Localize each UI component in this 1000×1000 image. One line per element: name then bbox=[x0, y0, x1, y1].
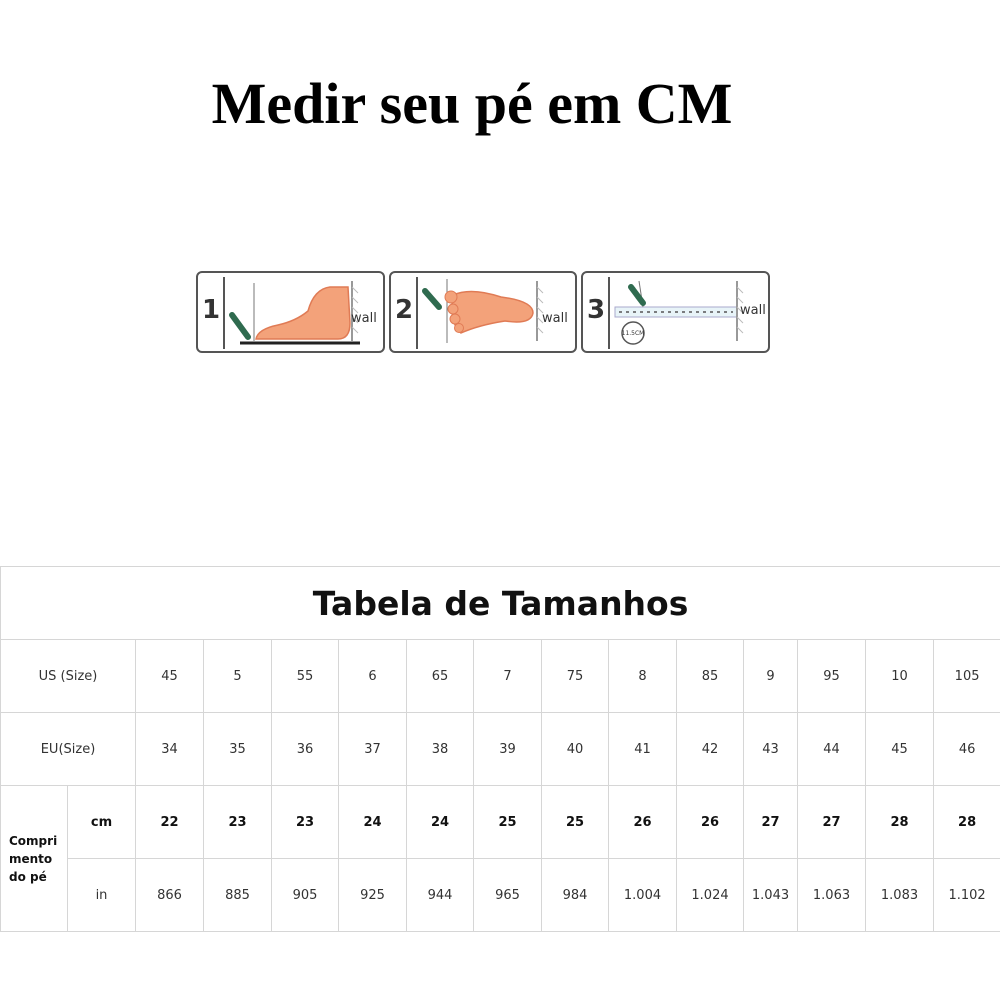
cm-cell: 25 bbox=[542, 786, 609, 859]
us-size-cell: 95 bbox=[798, 640, 866, 713]
in-row bbox=[1, 859, 1000, 932]
cm-cell: 26 bbox=[677, 786, 744, 859]
in-cell: 866 bbox=[136, 859, 204, 932]
us-size-cell: 55 bbox=[272, 640, 339, 713]
cm-unit-label: cm bbox=[68, 786, 136, 859]
cm-cell: 25 bbox=[474, 786, 542, 859]
us-size-label: US (Size) bbox=[1, 640, 136, 713]
measurement-steps bbox=[196, 271, 772, 355]
eu-size-row bbox=[1, 713, 1000, 786]
eu-size-cell: 36 bbox=[272, 713, 339, 786]
cm-cell: 27 bbox=[798, 786, 866, 859]
us-size-cell: 5 bbox=[204, 640, 272, 713]
in-cell: 925 bbox=[339, 859, 407, 932]
us-size-row bbox=[1, 640, 1000, 713]
in-cell: 944 bbox=[407, 859, 474, 932]
us-size-cell: 65 bbox=[407, 640, 474, 713]
us-size-cell: 8 bbox=[609, 640, 677, 713]
cm-cell: 24 bbox=[339, 786, 407, 859]
us-size-cell: 105 bbox=[934, 640, 1000, 713]
size-table bbox=[0, 566, 1000, 932]
eu-size-cell: 39 bbox=[474, 713, 542, 786]
step-3-panel bbox=[581, 271, 770, 353]
eu-size-cell: 37 bbox=[339, 713, 407, 786]
cm-cell: 24 bbox=[407, 786, 474, 859]
eu-size-cell: 38 bbox=[407, 713, 474, 786]
wall-label: wall bbox=[351, 311, 377, 326]
wall-label: wall bbox=[740, 303, 766, 318]
cm-cell: 23 bbox=[272, 786, 339, 859]
in-cell: 1.004 bbox=[609, 859, 677, 932]
eu-size-cell: 43 bbox=[744, 713, 798, 786]
eu-size-cell: 35 bbox=[204, 713, 272, 786]
us-size-cell: 85 bbox=[677, 640, 744, 713]
eu-size-label: EU(Size) bbox=[1, 713, 136, 786]
eu-size-cell: 44 bbox=[798, 713, 866, 786]
foot-length-label-line: do pé bbox=[9, 869, 47, 884]
in-cell: 1.024 bbox=[677, 859, 744, 932]
measure-label: 11.5CM bbox=[621, 330, 645, 337]
step-2-panel bbox=[389, 271, 577, 353]
foot-length-label-line: mento bbox=[9, 851, 53, 866]
us-size-cell: 45 bbox=[136, 640, 204, 713]
page-title: Medir seu pé em CM bbox=[211, 71, 733, 136]
table-title-row bbox=[1, 567, 1000, 640]
cm-cell: 26 bbox=[609, 786, 677, 859]
in-cell: 1.043 bbox=[744, 859, 798, 932]
us-size-cell: 75 bbox=[542, 640, 609, 713]
step-number: 1 bbox=[202, 295, 221, 325]
cm-cell: 27 bbox=[744, 786, 798, 859]
cm-cell: 22 bbox=[136, 786, 204, 859]
in-cell: 885 bbox=[204, 859, 272, 932]
wall-label: wall bbox=[542, 311, 568, 326]
foot-length-label bbox=[1, 786, 68, 932]
step-1-panel bbox=[196, 271, 385, 353]
in-cell: 1.083 bbox=[866, 859, 934, 932]
cm-cell: 23 bbox=[204, 786, 272, 859]
in-unit-label: in bbox=[68, 859, 136, 932]
in-cell: 1.102 bbox=[934, 859, 1000, 932]
table-title: Tabela de Tamanhos bbox=[1, 567, 1000, 640]
cm-cell: 28 bbox=[934, 786, 1000, 859]
in-cell: 984 bbox=[542, 859, 609, 932]
step-number: 3 bbox=[587, 295, 606, 325]
in-cell: 1.063 bbox=[798, 859, 866, 932]
eu-size-cell: 41 bbox=[609, 713, 677, 786]
us-size-cell: 10 bbox=[866, 640, 934, 713]
us-size-cell: 6 bbox=[339, 640, 407, 713]
us-size-cell: 9 bbox=[744, 640, 798, 713]
eu-size-cell: 46 bbox=[934, 713, 1000, 786]
cm-row bbox=[1, 786, 1000, 859]
eu-size-cell: 40 bbox=[542, 713, 609, 786]
step-number: 2 bbox=[395, 295, 414, 325]
cm-cell: 28 bbox=[866, 786, 934, 859]
in-cell: 905 bbox=[272, 859, 339, 932]
eu-size-cell: 42 bbox=[677, 713, 744, 786]
us-size-cell: 7 bbox=[474, 640, 542, 713]
foot-length-label-line: Compri bbox=[9, 833, 58, 848]
eu-size-cell: 34 bbox=[136, 713, 204, 786]
eu-size-cell: 45 bbox=[866, 713, 934, 786]
in-cell: 965 bbox=[474, 859, 542, 932]
